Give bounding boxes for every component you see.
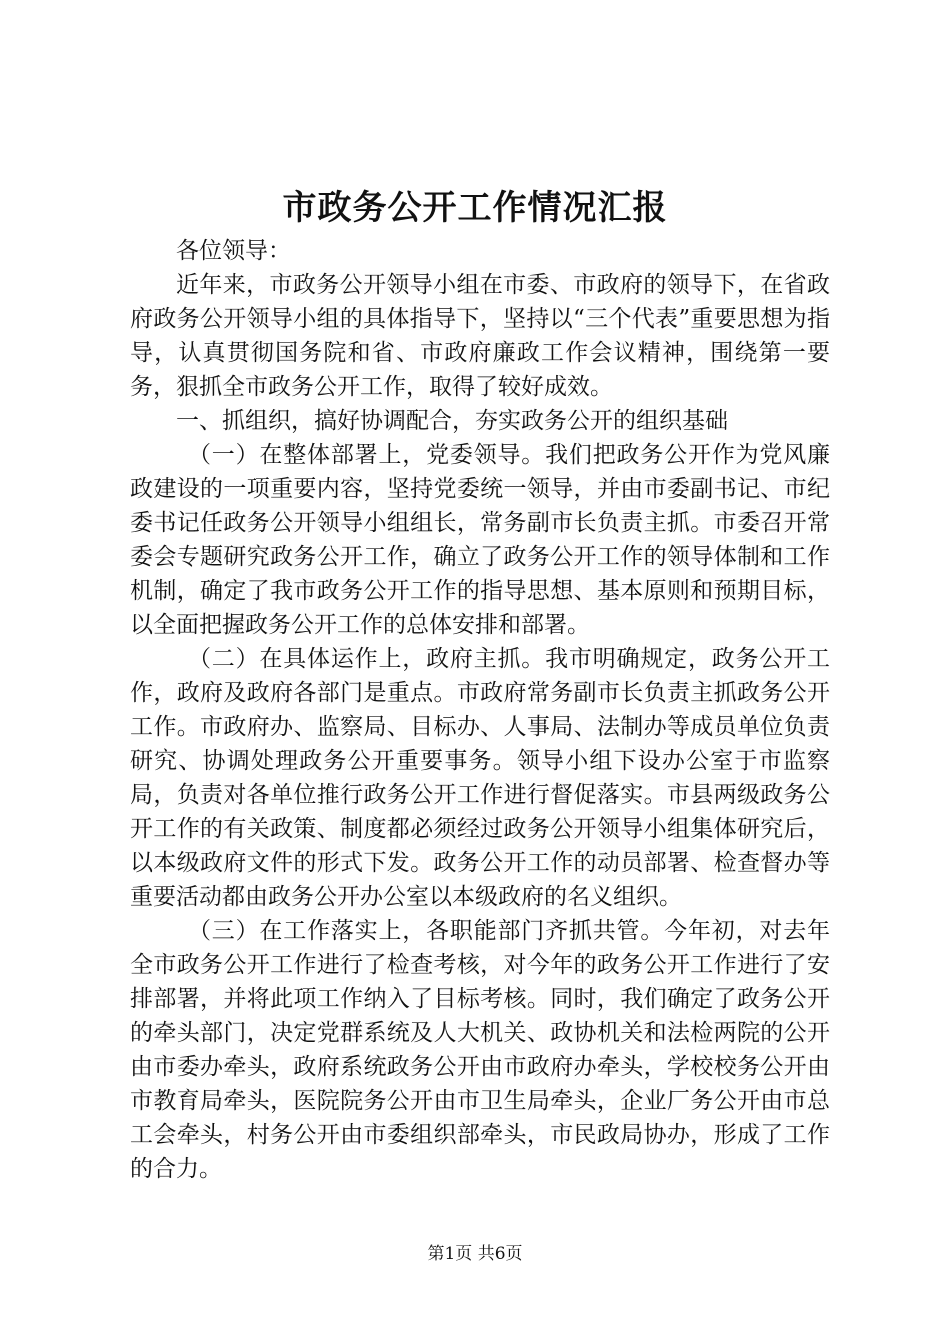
intro-paragraph: 近年来，市政务公开领导小组在市委、市政府的领导下，在省政府政务公开领导小组的具体指导下，坚持以“三个代表”重要思想为指导，认真贯彻国务院和省、市政府廉政工作会议精神，围绕第一要务，狠抓全市政务公开工作，取得了较好成效。	[130, 272, 830, 400]
subsection-paragraph-2: （二）在具体运作上，政府主抓。我市明确规定，政务公开工作，政府及政府各部门是重点。市政府常务副市长负责主抓政务公开工作。市政府办、监察局、目标办、人事局、法制办等成员单位负责研究、协调处理政务公开重要事务。领导小组下设办公室于市监察局，负责对各单位推行政务公开工作进行督促落实。市县两级政务公开工作的有关政策、制度都必须经过政务公开领导小组集体研究后，以本级政府文件的形式下发。政务公开工作的动员部署、检查督办等重要活动都由政务公开办公室以本级政府的名义组织。	[130, 646, 830, 910]
page-footer: 第1页 共6页	[427, 1244, 523, 1264]
section-heading-1: 一、抓组织，搞好协调配合，夯实政务公开的组织基础	[176, 408, 728, 434]
document-body	[130, 234, 830, 1186]
greeting: 各位领导：	[176, 238, 291, 264]
document-title: 市政务公开工作情况汇报	[282, 188, 668, 228]
subsection-paragraph-3: （三）在工作落实上，各职能部门齐抓共管。今年初，对去年全市政务公开工作进行了检查考核，对今年的政务公开工作进行了安排部署，并将此项工作纳入了目标考核。同时，我们确定了政务公开的牵头部门，决定党群系统及人大机关、政协机关和法检两院的公开由市委办牵头，政府系统政务公开由市政府办牵头，学校校务公开由市教育局牵头，医院院务公开由市卫生局牵头，企业厂务公开由市总工会牵头，村务公开由市委组织部牵头，市民政局协办，形成了工作的合力。	[130, 918, 830, 1182]
subsection-paragraph-1: （一）在整体部署上，党委领导。我们把政务公开作为党风廉政建设的一项重要内容，坚持党委统一领导，并由市委副书记、市纪委书记任政务公开领导小组组长，常务副市长负责主抓。市委召开常委会专题研究政务公开工作，确立了政务公开工作的领导体制和工作机制，确定了我市政务公开工作的指导思想、基本原则和预期目标，以全面把握政务公开工作的总体安排和部署。	[130, 442, 830, 638]
